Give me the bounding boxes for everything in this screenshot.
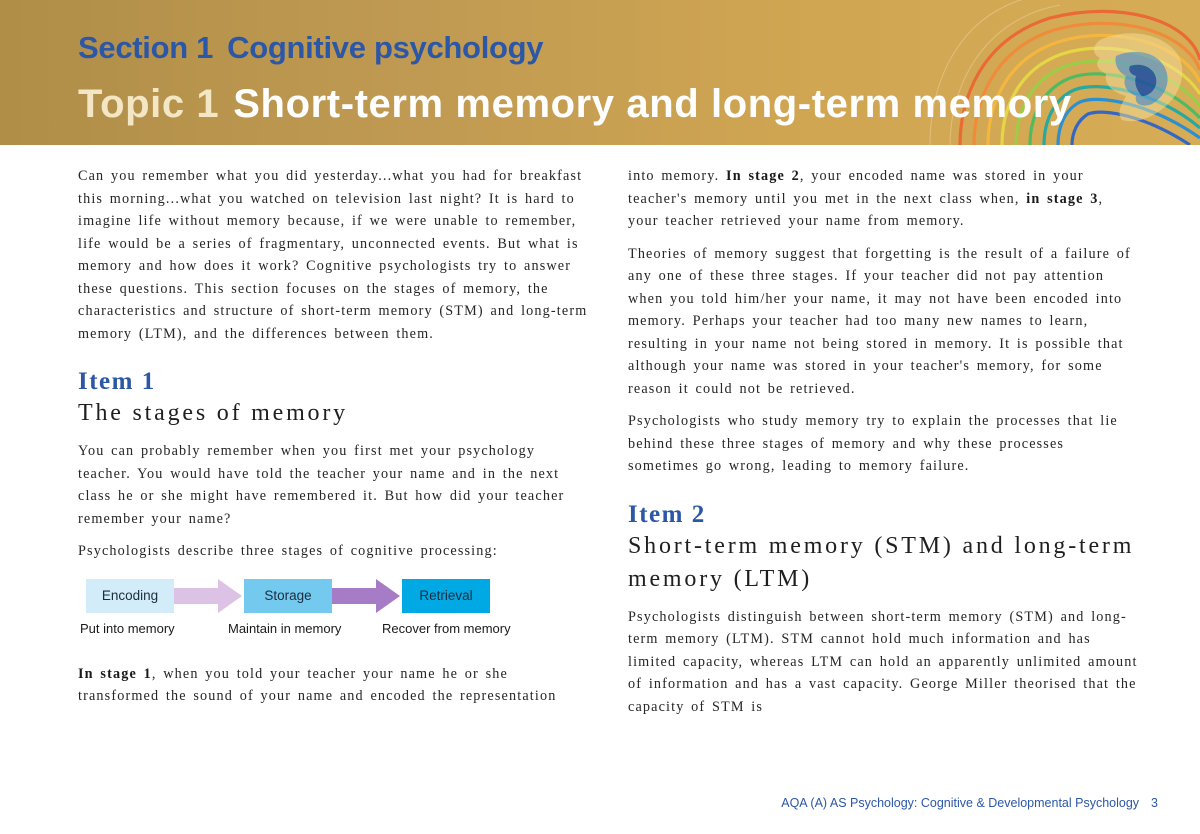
stage3-bold: in stage 3 <box>1026 190 1099 207</box>
topic-name: Short-term memory and long-term memory <box>233 82 1072 126</box>
stage1-bold: In stage 1 <box>78 665 152 682</box>
stage2-bold: In stage 2 <box>726 168 800 184</box>
topic-label: Topic 1 <box>78 82 220 126</box>
storage-caption: Maintain in memory <box>228 620 342 636</box>
book-title: AQA (A) AS Psychology: Cognitive & Developmental Psychology <box>781 796 1140 810</box>
p1-text-d: , your teacher retrieved your name from memory. <box>628 190 1104 229</box>
item2-title: Short-term memory (STM) and long-term memory (LTM) <box>628 532 1135 592</box>
forgetting-paragraph: Theories of memory suggest that forgetting is the result of a failure of any one of these three stages. If your teacher did not pay attention when you told him/her your name, it may not have been encoded into memory. Perhaps your teacher had too many new names to learn, resulting in your name not being stored in memory. It is possible that although your name was stored in your teacher's memory, for some reason it could not be retrieved. <box>628 245 1131 397</box>
item1-title: The stages of memory <box>78 400 348 426</box>
encoding-box <box>86 579 174 613</box>
section-name: Cognitive psychology <box>227 30 544 65</box>
item1-number: Item 1 <box>78 368 156 395</box>
storage-box <box>244 579 332 613</box>
stage1-paragraph <box>78 663 588 708</box>
storage-label: Storage <box>264 587 312 603</box>
encoding-caption: Put into memory <box>80 620 175 636</box>
retrieval-label: Retrieval <box>419 587 473 603</box>
stage1-text: , when you told your teacher your name he or she transformed the sound of your name and encoded the representation <box>78 665 557 704</box>
topic-heading <box>78 82 1072 127</box>
item2-number: Item 2 <box>628 500 706 528</box>
section-label: Section 1 <box>78 30 214 65</box>
encoding-label: Encoding <box>101 587 159 603</box>
processes-paragraph: Psychologists who study memory try to explain the processes that lie behind these three stages of memory and why these processes sometimes go wrong, leading to memory failure. <box>628 413 1118 474</box>
page-footer <box>781 796 1158 810</box>
right-column <box>628 165 1138 728</box>
retrieval-caption: Recover from memory <box>382 620 511 636</box>
left-column <box>78 165 588 718</box>
stages-2-3-paragraph <box>628 165 1138 233</box>
arrow-icon <box>332 577 402 615</box>
item2-paragraph: Psychologists distinguish between short-term memory (STM) and long-term memory (LTM). STM cannot hold much information and has limited capacity, whereas LTM can hold an apparently unlimited amount of information and has a vast capacity. George Miller theorised that the capacity of STM is <box>628 608 1138 715</box>
arrow-icon <box>174 577 244 615</box>
retrieval-box <box>402 579 490 613</box>
header-banner <box>0 0 1200 145</box>
p1-text-c: , your encoded name was stored in your teacher's memory until you met in the next class when, <box>628 168 1084 207</box>
section-heading <box>78 30 543 66</box>
page-number: 3 <box>1151 796 1158 810</box>
item1-paragraph: You can probably remember when you first met your psychology teacher. You would have told the teacher your name and in the next class he or she might have remembered it. But how did your teacher remember your name? <box>78 443 565 527</box>
memory-stages-diagram <box>78 575 538 643</box>
intro-paragraph: Can you remember what you did yesterday...what you had for breakfast this morning...what you watched on television last night? It is hard to imagine life without memory because, if we were unable to remember, life would be a series of fragmentary, unconnected events. But what is memory and how does it work? Cognitive psychologists try to answer these questions. This section focuses on the stages of memory, the characteristics and structure of short-term memory (STM) and long-term memory (LTM), and the differences between them. <box>78 168 588 342</box>
p1-text-a: into memory. <box>628 168 727 184</box>
item1-lead-in: Psychologists describe three stages of cognitive processing: <box>78 543 498 559</box>
